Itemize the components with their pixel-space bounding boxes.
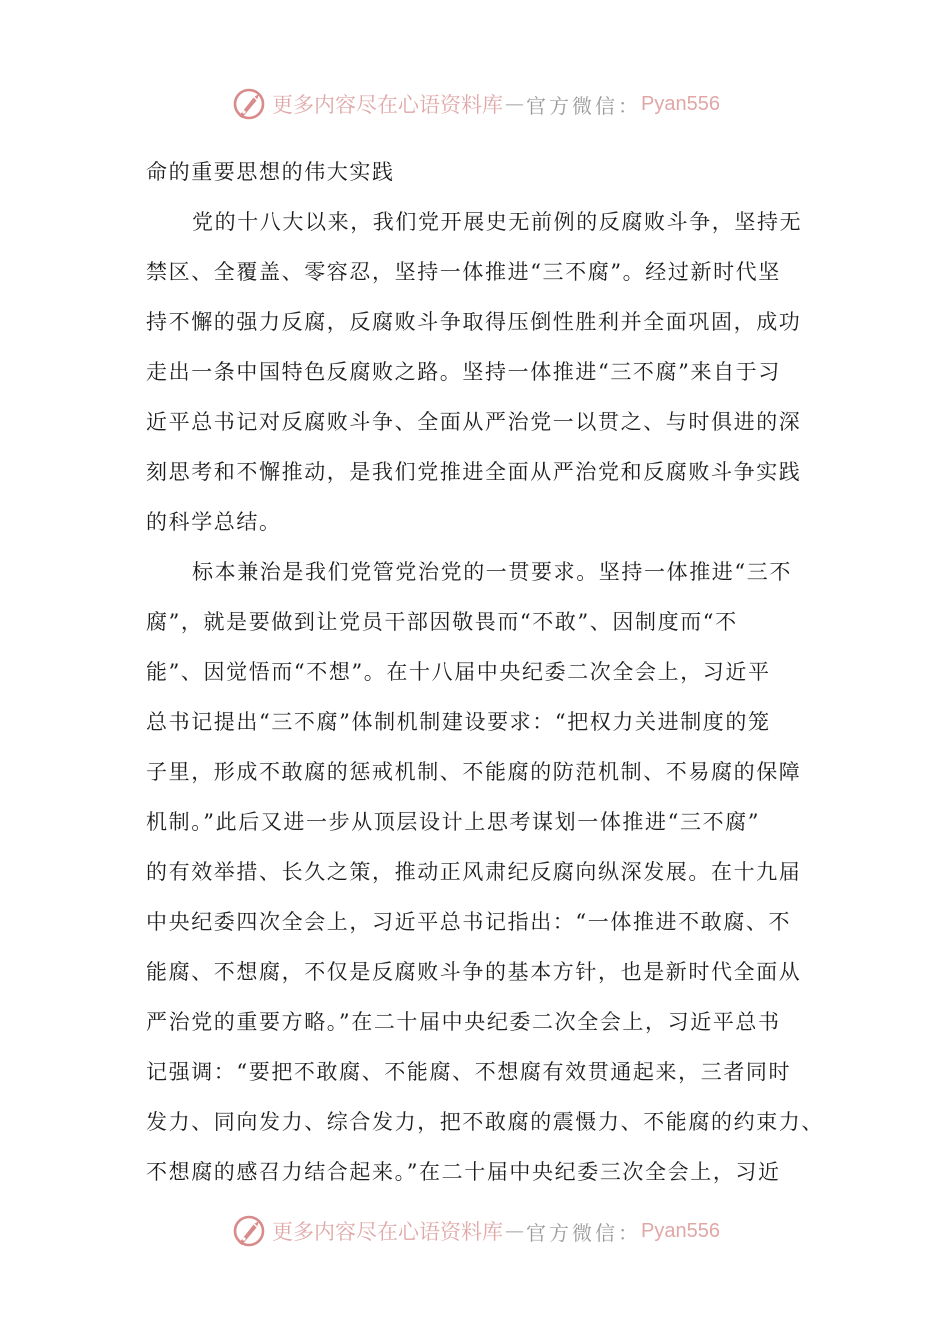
body-line: 持不懈的强力反腐，反腐败斗争取得压倒性胜利并全面巩固，成功 bbox=[146, 310, 802, 334]
footer-wechat-label: 官方微信： bbox=[526, 1220, 642, 1245]
footer-watermark-text: 更多内容尽在心语资料库 bbox=[272, 1220, 504, 1244]
header-wechat-label: 官方微信： bbox=[526, 93, 642, 118]
body-line: 子里，形成不敢腐的惩戒机制、不能腐的防范机制、不易腐的保障 bbox=[146, 760, 802, 784]
pen-nib-logo-icon bbox=[230, 85, 268, 123]
body-line: 命的重要思想的伟大实践 bbox=[146, 160, 395, 184]
body-line: 能”、因觉悟而“不想”。在十八届中央纪委二次全会上，习近平 bbox=[146, 660, 771, 684]
body-line: 机制。”此后又进一步从顶层设计上思考谋划一体推进“三不腐” bbox=[146, 810, 761, 834]
header-watermark-text: 更多内容尽在心语资料库 bbox=[272, 93, 504, 117]
body-line: 总书记提出“三不腐”体制机制建设要求：“把权力关进制度的笼 bbox=[146, 710, 771, 734]
header-watermark-dash: — bbox=[505, 93, 525, 115]
body-line: 发力、同向发力、综合发力，把不敢腐的震慑力、不能腐的约束力、 bbox=[146, 1110, 824, 1134]
body-line: 能腐、不想腐，不仅是反腐败斗争的基本方针，也是新时代全面从 bbox=[146, 960, 802, 984]
body-line: 禁区、全覆盖、零容忍，坚持一体推进“三不腐”。经过新时代坚 bbox=[146, 260, 781, 284]
body-line: 严治党的重要方略。”在二十届中央纪委二次全会上，习近平总书 bbox=[146, 1010, 781, 1034]
body-line: 刻思考和不懈推动，是我们党推进全面从严治党和反腐败斗争实践 bbox=[146, 460, 802, 484]
paragraph-start-line: 党的十八大以来，我们党开展史无前例的反腐败斗争，坚持无 bbox=[192, 210, 803, 234]
footer-watermark-banner bbox=[0, 1209, 950, 1253]
body-line: 腐”，就是要做到让党员干部因敬畏而“不敢”、因制度而“不 bbox=[146, 610, 738, 634]
header-watermark-banner bbox=[0, 82, 950, 126]
footer-watermark-dash: — bbox=[505, 1220, 525, 1242]
footer-wechat-id: Pyan556 bbox=[641, 1219, 720, 1242]
pen-nib-logo-icon bbox=[230, 1212, 268, 1250]
body-line: 的有效举措、长久之策，推动正风肃纪反腐向纵深发展。在十九届 bbox=[146, 860, 802, 884]
body-line: 不想腐的感召力结合起来。”在二十届中央纪委三次全会上，习近 bbox=[146, 1160, 781, 1184]
body-line: 走出一条中国特色反腐败之路。坚持一体推进“三不腐”来自于习 bbox=[146, 360, 781, 384]
document-body bbox=[146, 147, 836, 1197]
header-wechat-id: Pyan556 bbox=[641, 92, 720, 115]
paragraph-start-line: 标本兼治是我们党管党治党的一贯要求。坚持一体推进“三不 bbox=[192, 560, 792, 584]
body-line: 记强调：“要把不敢腐、不能腐、不想腐有效贯通起来，三者同时 bbox=[146, 1060, 792, 1084]
body-line: 中央纪委四次全会上，习近平总书记指出：“一体推进不敢腐、不 bbox=[146, 910, 792, 934]
body-line: 近平总书记对反腐败斗争、全面从严治党一以贯之、与时俱进的深 bbox=[146, 410, 802, 434]
body-line: 的科学总结。 bbox=[146, 510, 282, 534]
